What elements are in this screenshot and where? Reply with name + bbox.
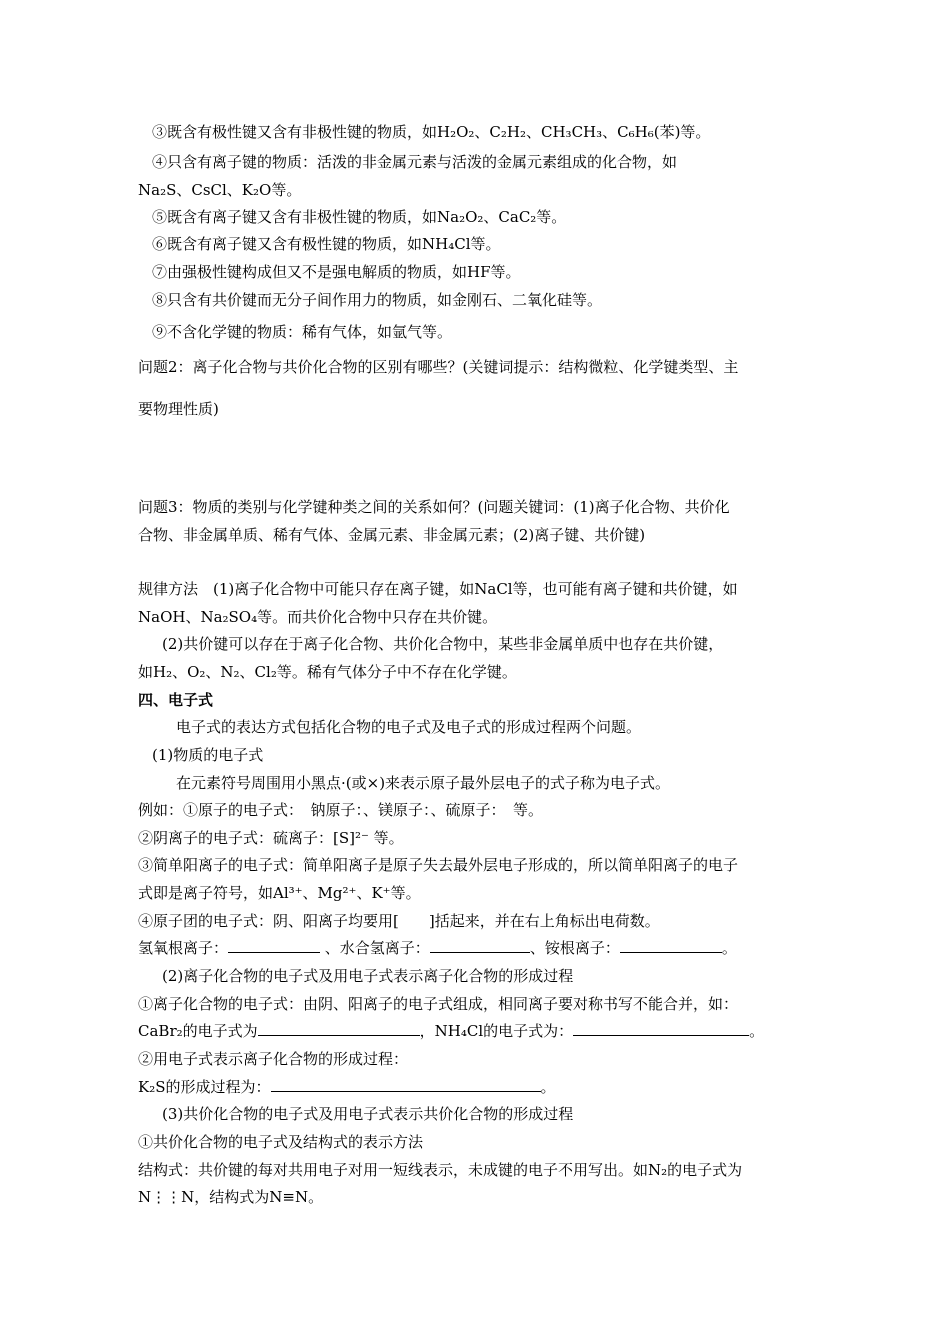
text-line: ①离子化合物的电子式：由阴、阳离子的电子式组成，相同离子要对称书写不能合并，如： bbox=[138, 995, 739, 1013]
label-hydronium: 、水合氢离子： bbox=[324, 939, 430, 957]
period: 。 bbox=[540, 1078, 556, 1096]
answer-blank-cabr2[interactable] bbox=[258, 1021, 420, 1036]
text-line: 合物、非金属单质、稀有气体、金属元素、非金属元素；(2)离子键、共价键) bbox=[138, 526, 646, 544]
text-line: (2)共价键可以存在于离子化合物、共价化合物中，某些非金属单质中也存在共价键， bbox=[162, 635, 724, 653]
text-line: ②阴离子的电子式：硫离子：[S]²⁻ 等。 bbox=[138, 829, 404, 847]
period: 。 bbox=[721, 939, 737, 957]
text-line: ④原子团的电子式：阴、阳离子均要用[ ]括起来，并在右上角标出电荷数。 bbox=[138, 912, 660, 930]
text-line: ④只含有离子键的物质：活泼的非金属元素与活泼的金属元素组成的化合物，如 bbox=[152, 153, 678, 171]
label-k2s: K₂S的形成过程为： bbox=[138, 1078, 271, 1096]
label-nh4cl: ，NH₄Cl的电子式为： bbox=[419, 1022, 574, 1040]
text-line: NaOH、Na₂SO₄等。而共价化合物中只存在共价键。 bbox=[138, 608, 498, 626]
text-line: 例如：①原子的电子式： 钠原子：、镁原子：、硫原子： 等。 bbox=[138, 801, 544, 819]
fill-in-line bbox=[138, 1077, 556, 1097]
text-line: ③既含有极性键又含有非极性键的物质，如H₂O₂、C₂H₂、CH₃CH₃、C₆H₆(苯)等。 bbox=[152, 123, 711, 141]
label-cabr2: CaBr₂的电子式为 bbox=[138, 1022, 258, 1040]
subheading: (3)共价化合物的电子式及用电子式表示共价化合物的形成过程 bbox=[162, 1105, 574, 1123]
label-ammonium: 、铵根离子： bbox=[529, 939, 620, 957]
fill-in-line bbox=[138, 1021, 764, 1041]
label-hydroxide: 氢氧根离子： bbox=[138, 939, 229, 957]
fill-in-line bbox=[138, 938, 737, 958]
subheading: (2)离子化合物的电子式及用电子式表示离子化合物的形成过程 bbox=[162, 967, 574, 985]
period: 。 bbox=[749, 1022, 765, 1040]
answer-blank-ammonium[interactable] bbox=[620, 938, 722, 953]
text-line: ⑦由强极性键构成但又不是强电解质的物质，如HF等。 bbox=[152, 263, 521, 281]
text-line: 式即是离子符号，如Al³⁺、Mg²⁺、K⁺等。 bbox=[138, 884, 421, 902]
question-3: 问题3：物质的类别与化学键种类之间的关系如何？(问题关键词：(1)离子化合物、共价化 bbox=[138, 498, 730, 516]
text-line: ②用电子式表示离子化合物的形成过程： bbox=[138, 1050, 409, 1068]
text-line: 如H₂、O₂、N₂、Cl₂等。稀有气体分子中不存在化学键。 bbox=[138, 663, 517, 681]
section-heading: 四、电子式 bbox=[138, 691, 214, 709]
answer-blank-hydroxide[interactable] bbox=[228, 938, 320, 953]
subheading: (1)物质的电子式 bbox=[152, 746, 264, 764]
method-paragraph: 规律方法 (1)离子化合物中可能只存在离子键，如NaCl等，也可能有离子键和共价键，如 bbox=[138, 580, 738, 598]
text-line: N⋮⋮N，结构式为N≡N。 bbox=[138, 1188, 324, 1206]
answer-blank-k2s[interactable] bbox=[271, 1077, 541, 1092]
text-line: 要物理性质) bbox=[138, 400, 219, 418]
text-line: ⑥既含有离子键又含有极性键的物质，如NH₄Cl等。 bbox=[152, 235, 501, 253]
answer-blank-nh4cl[interactable] bbox=[573, 1021, 749, 1036]
text-line: 结构式：共价键的每对共用电子对用一短线表示，未成键的电子不用写出。如N₂的电子式为 bbox=[138, 1161, 743, 1179]
text-line: ⑧只含有共价键而无分子间作用力的物质，如金刚石、二氧化硅等。 bbox=[152, 291, 603, 309]
text-line: ⑨不含化学键的物质：稀有气体，如氩气等。 bbox=[152, 323, 453, 341]
question-2: 问题2：离子化合物与共价化合物的区别有哪些？(关键词提示：结构微粒、化学键类型、主 bbox=[138, 358, 739, 376]
text-line: ③简单阳离子的电子式：简单阳离子是原子失去最外层电子形成的，所以简单阳离子的电子 bbox=[138, 856, 739, 874]
text-line: Na₂S、CsCl、K₂O等。 bbox=[138, 181, 302, 199]
text-line: 电子式的表达方式包括化合物的电子式及电子式的形成过程两个问题。 bbox=[176, 718, 642, 736]
answer-blank-hydronium[interactable] bbox=[430, 938, 530, 953]
text-line: ①共价化合物的电子式及结构式的表示方法 bbox=[138, 1133, 424, 1151]
text-line: ⑤既含有离子键又含有非极性键的物质，如Na₂O₂、CaC₂等。 bbox=[152, 208, 567, 226]
text-line: 在元素符号周围用小黑点·(或×)来表示原子最外层电子的式子称为电子式。 bbox=[176, 774, 671, 792]
